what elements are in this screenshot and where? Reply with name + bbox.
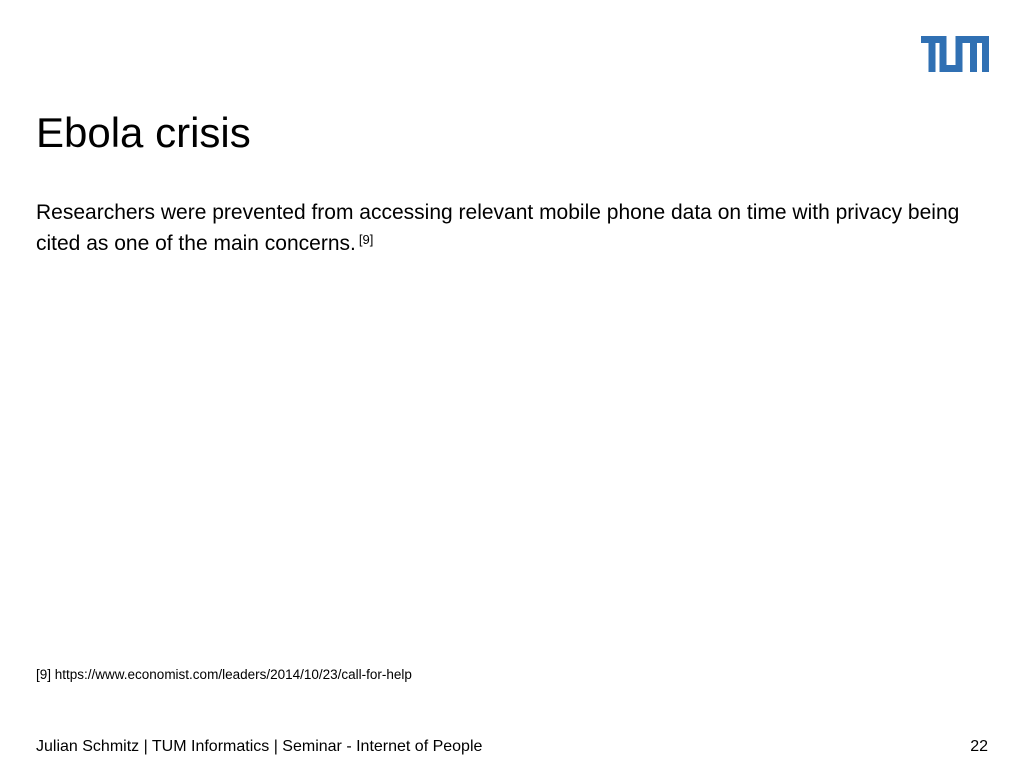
tum-logo-icon bbox=[921, 36, 989, 72]
page-number: 22 bbox=[970, 738, 988, 755]
tum-logo bbox=[921, 36, 989, 72]
body-paragraph bbox=[36, 197, 996, 259]
citation-marker: [9] bbox=[358, 232, 374, 247]
body-text: Researchers were prevented from accessing relevant mobile phone data on time with privacy being cited as one of the main concerns. bbox=[36, 201, 960, 255]
slide-title: Ebola crisis bbox=[36, 109, 251, 156]
footer-info: Julian Schmitz | TUM Informatics | Seminar - Internet of People bbox=[36, 738, 483, 755]
reference-note: [9] https://www.economist.com/leaders/2014/10/23/call-for-help bbox=[36, 667, 412, 682]
